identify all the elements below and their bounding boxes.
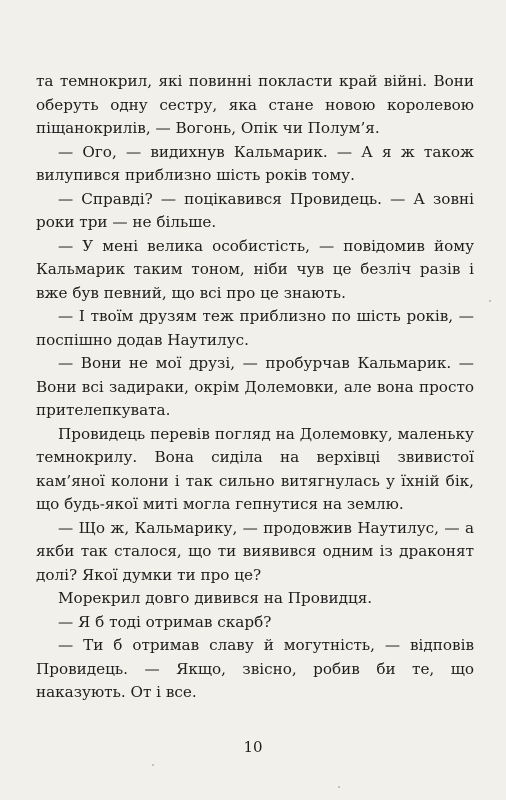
page-number: 10 [243, 738, 263, 756]
paragraph: — Вони не мої друзі, — пробурчав Кальмарик. — Вони всі задираки, окрім Долемовки, але вона просто прителепкувата. [36, 354, 474, 419]
paragraph: — Я б тоді отримав скарб? [58, 612, 272, 631]
paragraph: Провидець перевів погляд на Долемовку, маленьку темнокрилу. Вона сиділа на верхівці звивистої кам’яної колони і так сильно витягнулась у їхній бік, що будь-якої миті могла гепнутися на землю. [36, 424, 474, 513]
paragraph: — У мені велика особистість, — повідомив йому Кальмарик таким тоном, ніби чув це безліч разів і вже був певний, що всі про це знають. [36, 236, 474, 302]
paragraph: — Справді? — поцікавився Провидець. — А зовні роки три — не більше. [36, 189, 474, 231]
paragraph: Морекрил довго дивився на Провидця. [58, 589, 373, 607]
paper-speck [489, 300, 491, 302]
paragraph: — І твоїм друзям теж приблизно по шість років, — поспішно додав Наутилус. [36, 307, 474, 349]
paragraph: — Ого, — видихнув Кальмарик. — А я ж також вилупився приблизно шість років тому. [36, 142, 474, 184]
paragraph: — Що ж, Кальмарику, — продовжив Наутилус, — а якби так сталося, що ти виявився одним із драконят долі? Якої думки ти про це? [36, 518, 474, 584]
page-text [36, 70, 474, 705]
paper-speck [338, 786, 340, 788]
paper-speck [152, 764, 154, 766]
paragraph: та темнокрил, які повинні покласти край війні. Вони оберуть одну сестру, яка стане новою королевою піщанокрилів, — Вогонь, Опік чи Полум’я. [36, 72, 474, 137]
paragraph: — Ти б отримав славу й могутність, — відповів Провидець. — Якщо, звісно, робив би те, що наказують. От і все. [36, 636, 474, 701]
